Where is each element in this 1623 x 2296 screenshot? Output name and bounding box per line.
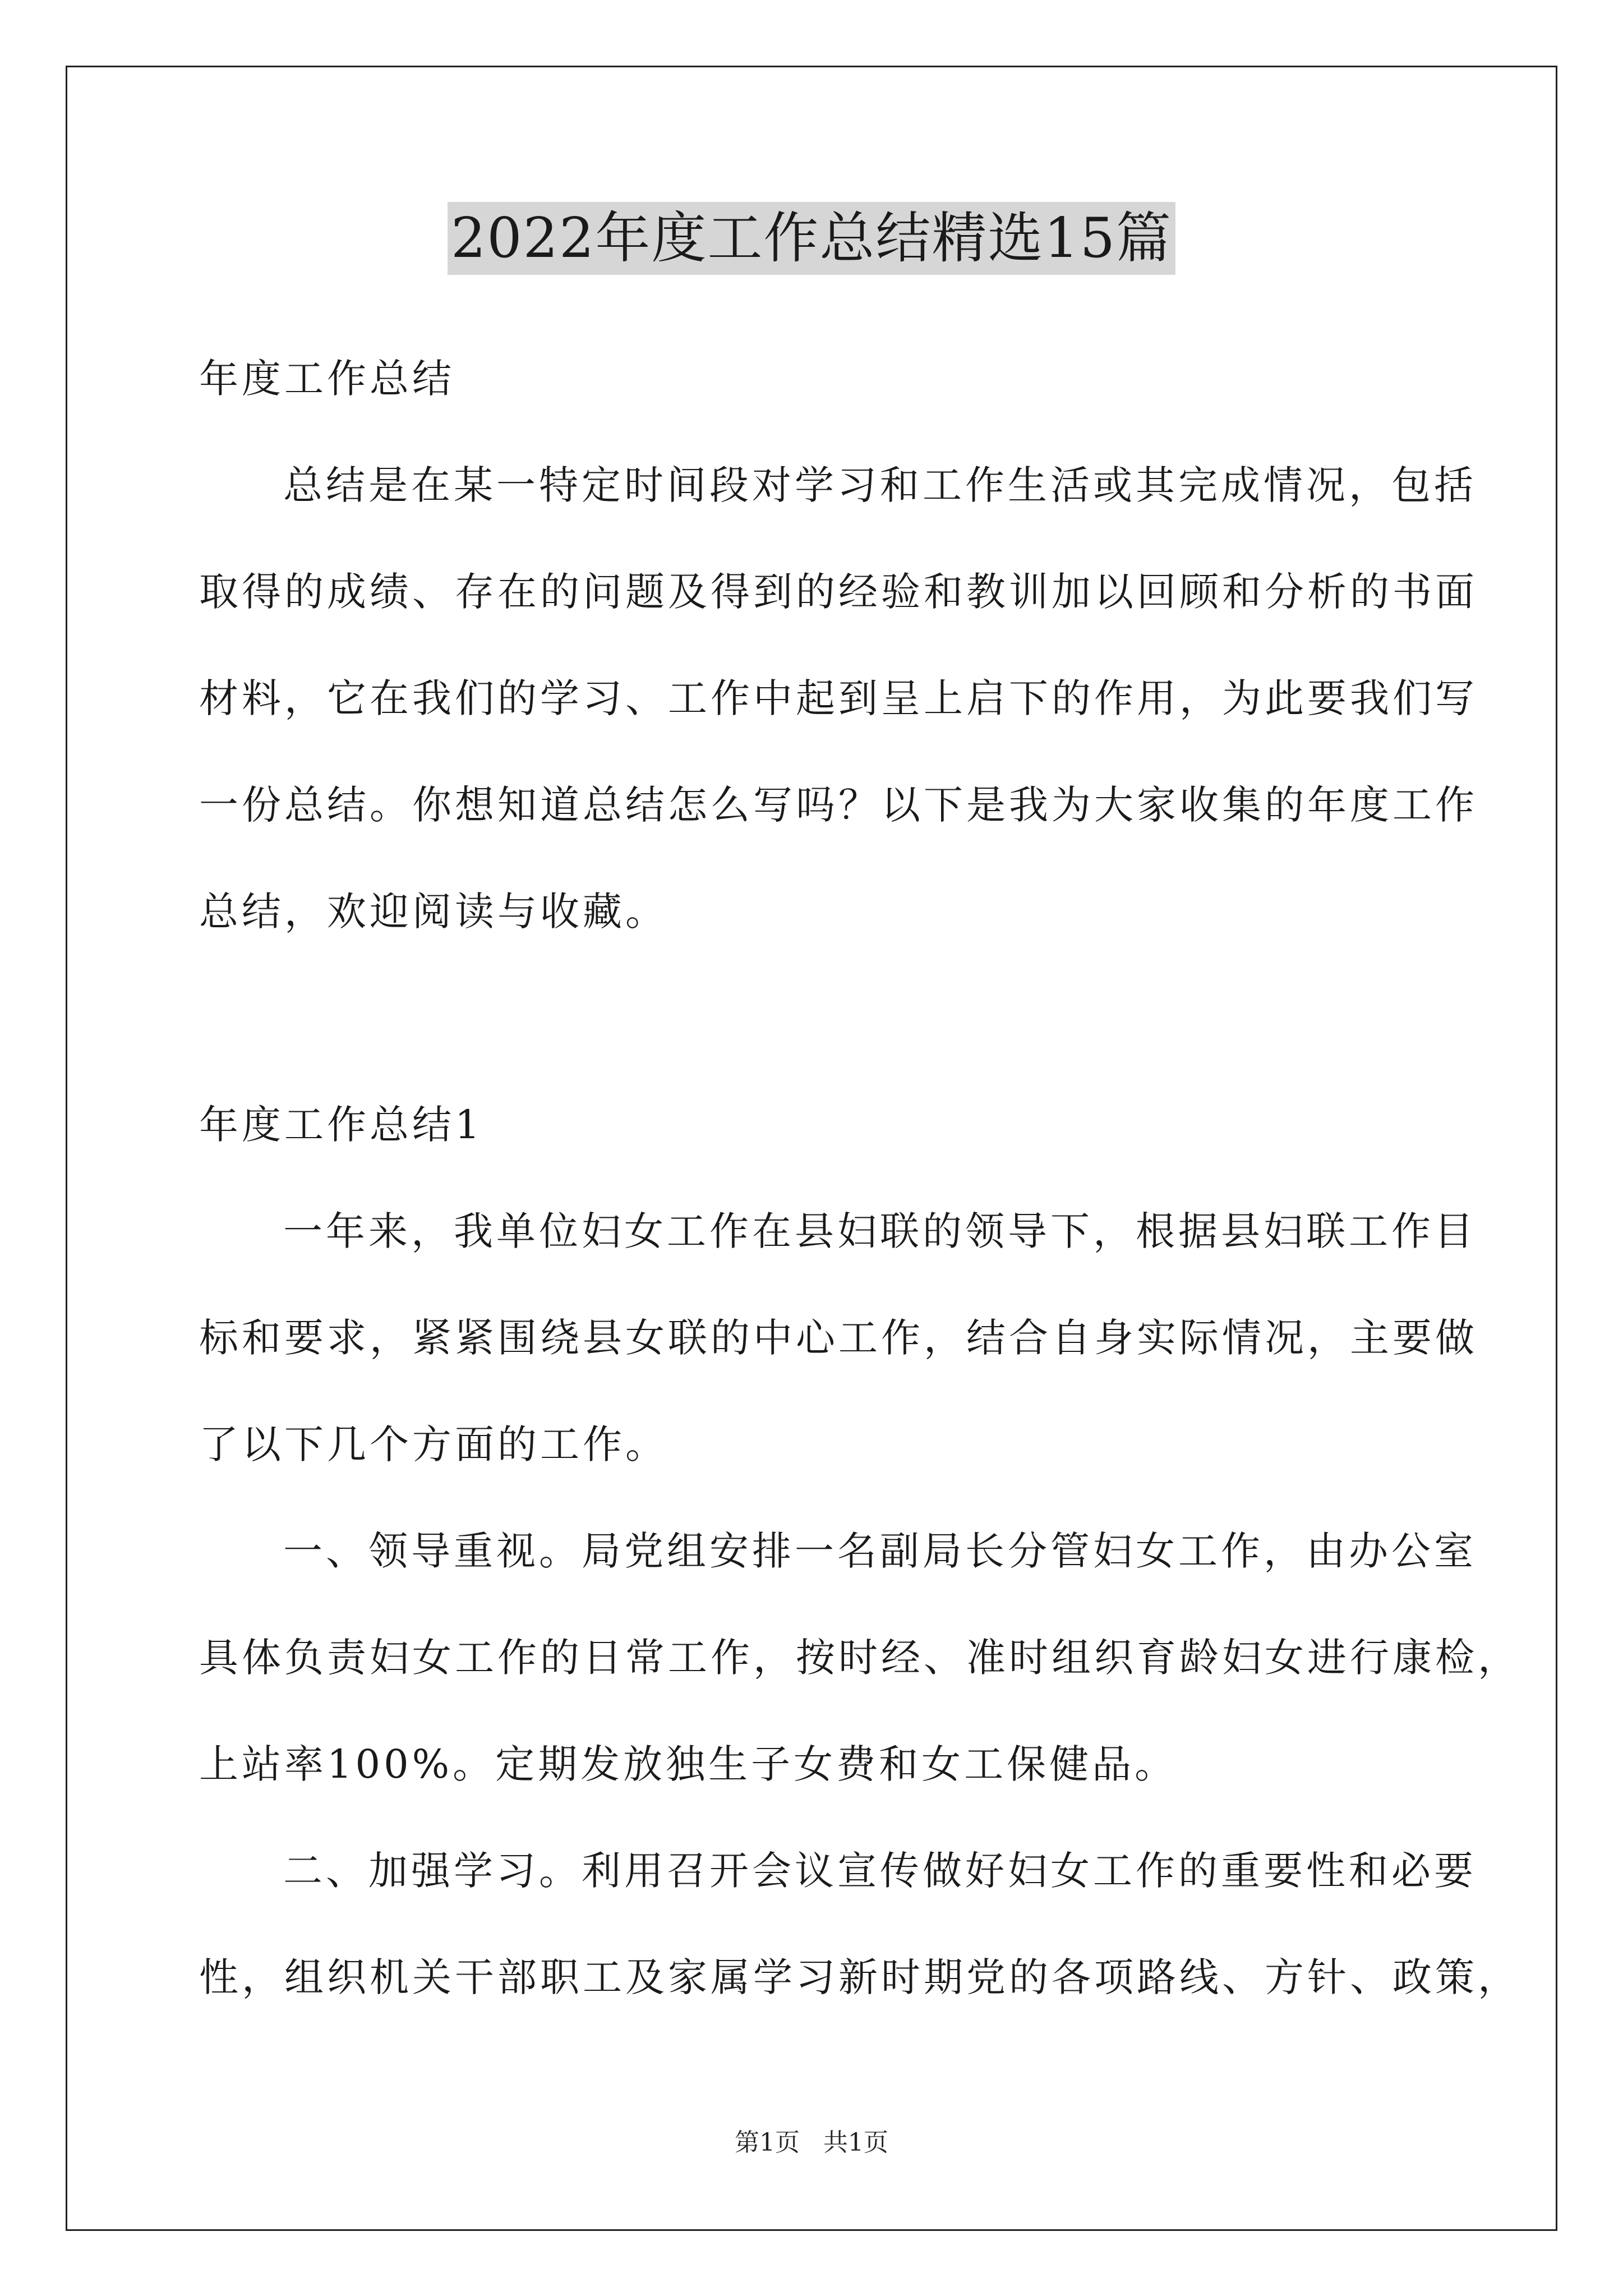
page-footer: 第1页 共1页 [735,2128,888,2157]
section1-line: 具体负责妇女工作的日常工作，按时经、准时组织育龄妇女进行康检， [199,1635,1520,1681]
document-title: 2022年度工作总结精选15篇 [448,202,1175,275]
section1-line: 标和要求，紧紧围绕县女联的中心工作，结合自身实际情况，主要做 [199,1315,1478,1361]
intro-line: 取得的成绩、存在的问题及得到的经验和教训加以回顾和分析的书面 [199,569,1478,615]
intro-line: 材料，它在我们的学习、工作中起到呈上启下的作用，为此要我们写 [199,675,1478,721]
section1-line: 一年来，我单位妇女工作在县妇联的领导下，根据县妇联工作目 [283,1208,1477,1254]
title-container [0,202,1623,275]
section1-line: 了以下几个方面的工作。 [199,1421,668,1467]
section1-line: 上站率100%。定期发放独生子女费和女工保健品。 [199,1741,1178,1787]
section-heading-intro: 年度工作总结 [199,356,455,402]
section-heading-1: 年度工作总结1 [199,1102,483,1148]
intro-line: 总结，欢迎阅读与收藏。 [199,889,668,935]
section1-line: 二、加强学习。利用召开会议宣传做好妇女工作的重要性和必要 [283,1848,1477,1894]
section1-line: 性，组织机关干部职工及家属学习新时期党的各项路线、方针、政策， [199,1954,1520,2000]
section1-line: 一、领导重视。局党组安排一名副局长分管妇女工作，由办公室 [283,1528,1477,1574]
intro-line: 一份总结。你想知道总结怎么写吗？以下是我为大家收集的年度工作 [199,782,1478,828]
intro-line: 总结是在某一特定时间段对学习和工作生活或其完成情况，包括 [283,462,1477,508]
